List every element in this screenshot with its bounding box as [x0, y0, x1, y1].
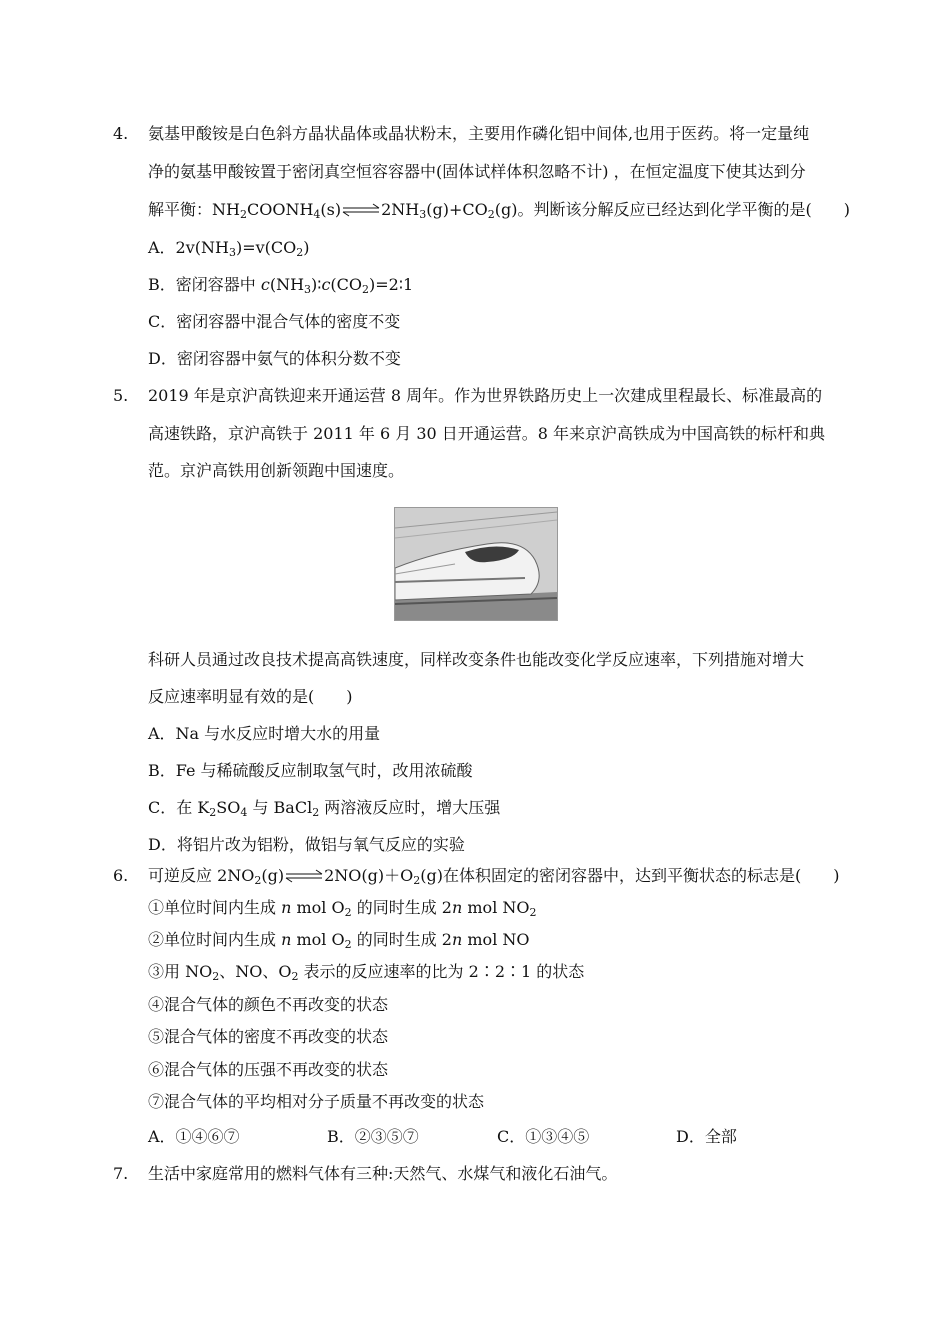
q6-statement-1: ①单位时间内生成 n mol $O_2$ 的同时生成 2n mol $NO_2$: [148, 898, 537, 919]
reversible-arrow-icon: [341, 200, 381, 220]
q5-text-line-4: 科研人员通过改良技术提高高铁速度，同样改变条件也能改变化学反应速率，下列措施对增大: [148, 650, 805, 669]
q5-text-line-1: 2019 年是京沪高铁迎来开通运营 8 周年。作为世界铁路历史上一次建成里程最长、标准最高的: [148, 386, 823, 405]
q5-text-line-5: 反应速率明显有效的是( ): [148, 687, 353, 706]
q6-statement-4: ④混合气体的颜色不再改变的状态: [148, 995, 389, 1014]
q4-option-b: B．密闭容器中 $c(NH_3)∶c(CO_2)=2∶1$: [148, 275, 414, 296]
q5-option-c: C．在 $K_2SO_4$ 与 BaCl$_2$ 两溶液反应时，增大压强: [148, 798, 501, 819]
q4-text-line-3: 解平衡：$NH_2COONH_4(s)$ $2NH_3(g)+CO_2(g)$。判断该分解反应已经达到化学平衡的是( ): [148, 200, 850, 221]
q4-option-a: A．$2v(NH_3)=v(CO_2)$: [148, 238, 310, 259]
reversible-arrow-icon: [284, 866, 324, 886]
q5-text-line-3: 范。京沪高铁用创新领跑中国速度。: [148, 461, 405, 480]
q5-text-line-2: 高速铁路，京沪高铁于 2011 年 6 月 30 日开通运营。8 年来京沪高铁成为中国高铁的标杆和典: [148, 424, 826, 443]
q4-text-line-1: 氨基甲酸铵是白色斜方晶状晶体或晶状粉末，主要用作磷化铝中间体,也用于医药。将一定量纯: [148, 124, 810, 143]
q6-statement-5: ⑤混合气体的密度不再改变的状态: [148, 1027, 389, 1046]
q6-statement-2: ②单位时间内生成 n mol $O_2$ 的同时生成 2n mol NO: [148, 930, 530, 951]
train-photo: [394, 507, 558, 621]
q6-option-a: A．①④⑥⑦: [148, 1127, 240, 1146]
q6-statement-3: ③用 $NO_2$、NO、$O_2$ 表示的反应速率的比为 2∶2∶1 的状态: [148, 962, 585, 983]
q4-option-c: C．密闭容器中混合气体的密度不变: [148, 312, 401, 331]
q6-number: 6.: [113, 866, 129, 885]
q6-option-d: D．全部: [676, 1127, 737, 1146]
q6-statement-7: ⑦混合气体的平均相对分子质量不再改变的状态: [148, 1092, 485, 1111]
q5-number: 5.: [113, 386, 129, 405]
q6-text-line-1: 可逆反应 $2NO_2(g)$ $2NO(g)+O_2(g)$在体积固定的密闭容器中，达到平衡状态的标志是( ): [148, 866, 840, 887]
q4-number: 4.: [113, 124, 129, 143]
q4-text-line-2: 净的氨基甲酸铵置于密闭真空恒容容器中(固体试样体积忽略不计) ，在恒定温度下使其达到分: [148, 162, 806, 181]
q4-option-d: D．密闭容器中氨气的体积分数不变: [148, 349, 401, 368]
q6-statement-6: ⑥混合气体的压强不再改变的状态: [148, 1060, 389, 1079]
q6-option-b: B．②③⑤⑦: [327, 1127, 419, 1146]
q7-number: 7.: [113, 1164, 129, 1183]
q5-option-a: A．Na 与水反应时增大水的用量: [148, 724, 381, 743]
q5-option-d: D．将铝片改为铝粉，做铝与氧气反应的实验: [148, 835, 465, 854]
q6-option-c: C．①③④⑤: [497, 1127, 590, 1146]
high-speed-train-icon: [395, 508, 557, 620]
q7-text-line-1: 生活中家庭常用的燃料气体有三种:天然气、水煤气和液化石油气。: [148, 1164, 618, 1183]
q5-option-b: B．Fe 与稀硫酸反应制取氢气时，改用浓硫酸: [148, 761, 473, 780]
